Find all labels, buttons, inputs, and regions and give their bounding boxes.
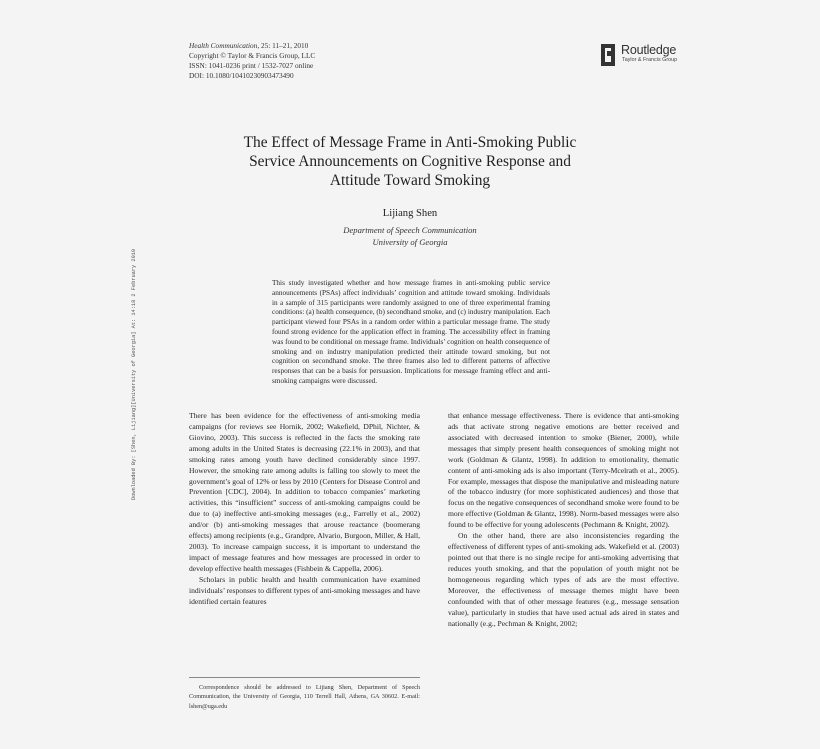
publisher-name: Routledge <box>621 43 677 57</box>
journal-info <box>189 41 315 81</box>
department: Department of Speech Communication <box>343 225 477 235</box>
footnote-divider <box>189 677 420 678</box>
title-line: Service Announcements on Cognitive Response and <box>249 153 571 170</box>
paragraph: There has been evidence for the effectiveness of anti-smoking media campaigns (for reviews see Hornik, 2002; Wakefield, DPhil, Nichter, & Giovino, 2003). This success is reflected in the facts the smoking rate among adults in the United States is decreasing (22.1% in 2003), and that smoking rates among youth have declined considerably since 1997. However, the smoking rate among adults is falling too slowly to meet the government’s goal of 12% or less by 2010 (Centers for Disease Control and Prevention [CDC], 2004). In addition to tobacco companies’ marketing activities, this “insufficient” success of anti-smoking campaigns could be due to (a) ineffective anti-smoking messages (e.g., Farrelly et al., 2002) and/or (b) anti-smoking messages that arouse reactance (boomerang effects) among recipients (e.g., Grandpre, Alvario, Burgoon, Miller, & Hall, 2003). To increase campaign success, it is important to understand the impact of message features and how messages are processed in order to develop effective health messages (Fishbein & Cappella, 2006). <box>189 411 420 573</box>
copyright-line: Copyright © Taylor & Francis Group, LLC <box>189 51 316 60</box>
article-title <box>210 133 610 190</box>
university: University of Georgia <box>372 237 448 247</box>
issn-line: ISSN: 1041-0236 print / 1532-7027 online <box>189 61 314 70</box>
journal-title: Health Communication <box>189 41 258 50</box>
download-watermark: Downloaded By: [Shen, Lijiang][University of Georgia] At: 14:18 2 February 2010 <box>131 248 137 500</box>
paragraph: that enhance message effectiveness. There is evidence that anti-smoking ads that activate strong negative emotions are better received and associated with decreased intention to smoke (Biener, 2000), while messages that simply present health consequences of smoking might not work (Goldman & Glantz, 1998). In addition to emotionality, thematic content of anti-smoking ads is also important (Terry-Mcelrath et al., 2005). For example, messages that dispose the manipulative and misleading nature of the tobacco industry (for more sophisticated audiences) and those that focus on the negative consequences of secondhand smoke were found to be more effective (Goldman & Glantz, 1998). Norm-based messages were also found to be effective for young adolescents (Pechmann & Knight, 2002). <box>448 411 679 530</box>
correspondence-footnote: Correspondence should be addressed to Lijiang Shen, Department of Speech Communication, the University of Georgia, 110 Terrell Hall, Athens, GA 30602. E-mail: lshen@uga.edu <box>189 684 420 710</box>
journal-volume: , 25: 11–21, 2010 <box>257 41 309 50</box>
doi-line: DOI: 10.1080/10410230903473490 <box>189 71 294 80</box>
journal-citation <box>189 41 315 51</box>
title-line: The Effect of Message Frame in Anti-Smoking Public <box>243 134 577 151</box>
routledge-logo-icon <box>601 44 615 66</box>
paragraph: Scholars in public health and health communication have examined individuals’ responses to different types of anti-smoking messages and have identified certain features <box>189 574 420 606</box>
title-line: Attitude Toward Smoking <box>329 172 491 189</box>
body-column-left <box>189 411 420 608</box>
abstract: This study investigated whether and how message frames in anti-smoking public service announcements (PSAs) affect individuals’ cognition and attitude toward smoking. Individuals in a sample of 315 participants were randomly assigned to one of three experimental framing conditions: (a) health consequence, (b) secondhand smoke, and (c) industry manipulation. Each participant viewed four PSAs in a random order within a particular message frame. The study found strong evidence for the application effect in framing. The accessibility effect in framing was found to be conditional on message frame. Individuals’ cognition on health consequence of smoking and on industry manipulation predicted their attitude toward smoking, but not cognition on secondhand smoke. The three frames also led to different patterns of affective responses that can be a basis for persuasion. Implications for message framing effect and anti-smoking campaigns were discussed. <box>272 279 550 385</box>
author-name: Lijiang Shen <box>382 208 438 219</box>
body-column-right <box>448 411 679 629</box>
publisher-logo <box>601 42 691 68</box>
publisher-subtitle: Taylor & Francis Group <box>622 57 678 63</box>
paragraph: On the other hand, there are also inconsistencies regarding the effectiveness of different types of anti-smoking ads. Wakefield et al. (2003) pointed out that there is no single recipe for anti-smoking advertising that reduces youth smoking, and that the population of youth might not be homogeneous regarding which types of ads are the most effective. Moreover, the effectiveness of message themes might have been confounded with that of other message features (e.g., message sensation value), particularly in studies that have used actual ads aired in states and nationally (e.g., Pechman & Knight, 2002; <box>448 531 679 628</box>
author-affiliation <box>290 224 530 248</box>
